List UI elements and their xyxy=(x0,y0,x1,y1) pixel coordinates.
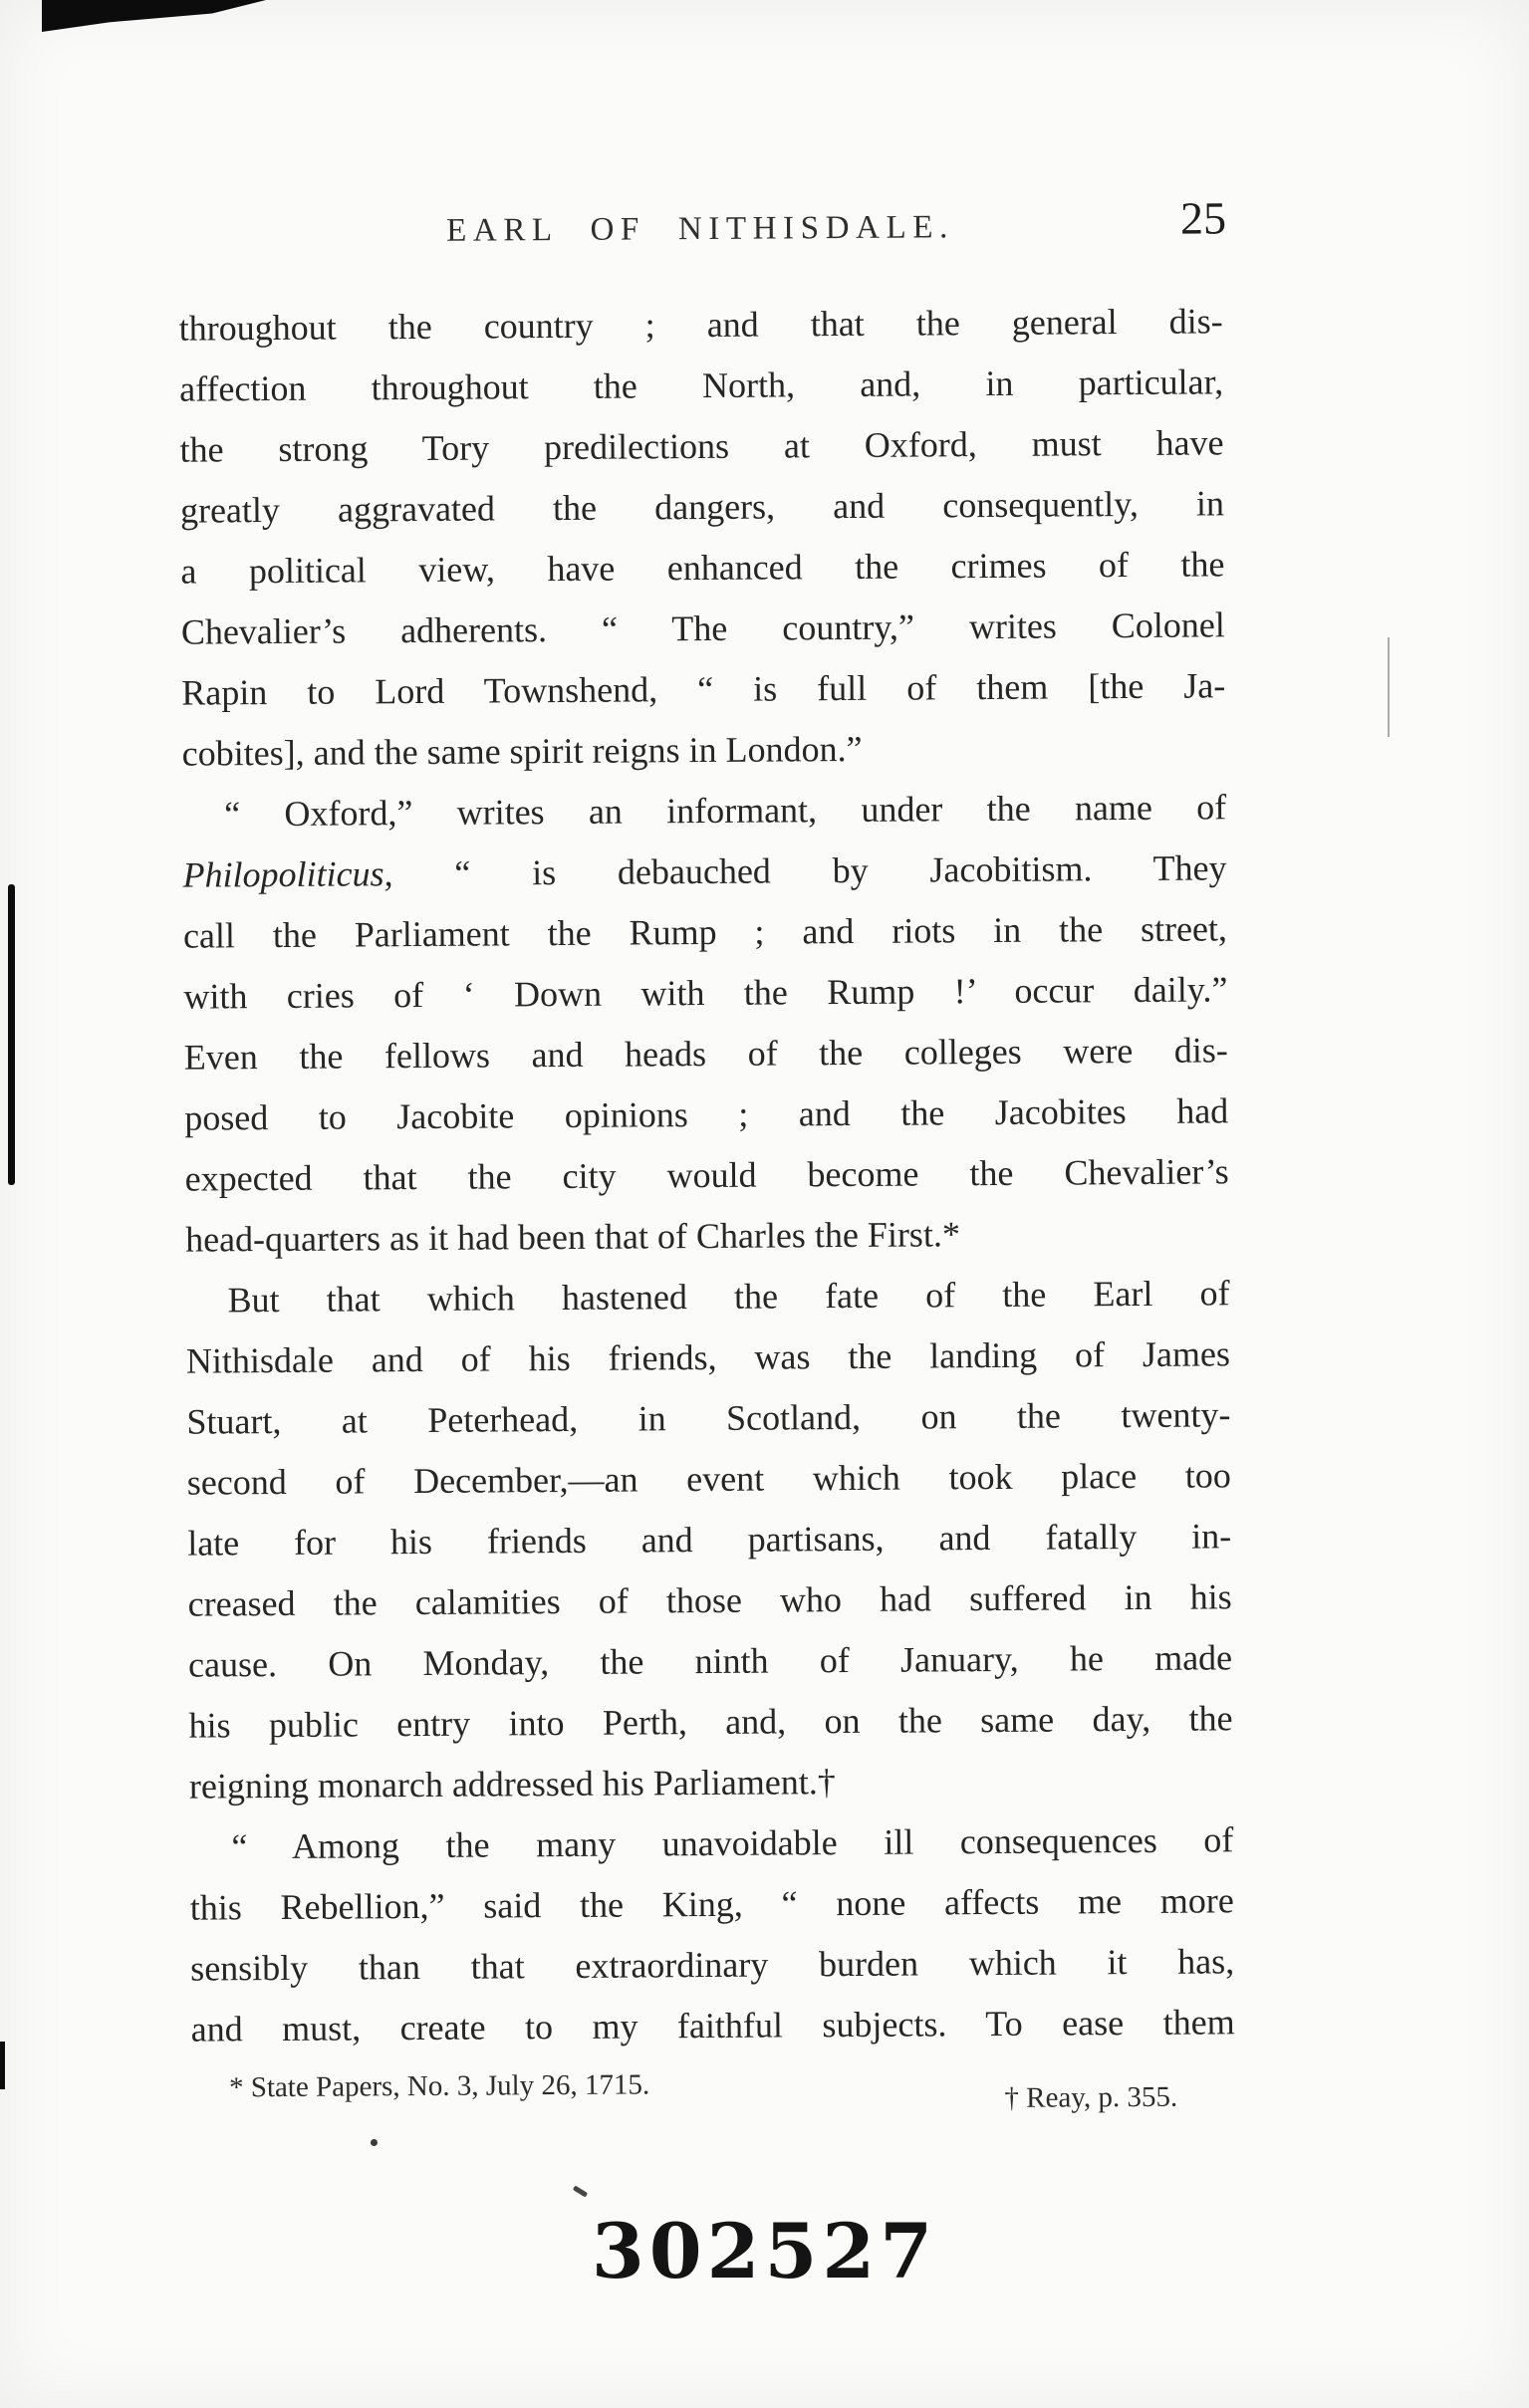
paragraph xyxy=(182,777,1229,1270)
text-line xyxy=(181,655,1225,723)
text-segment: cobites], and the same spirit reigns in London.” xyxy=(181,728,863,774)
page-number: 25 xyxy=(1179,192,1227,244)
text-line xyxy=(190,1870,1234,1938)
text-segment: and must, create to my faithful subjects. To ease them xyxy=(190,2002,1235,2049)
accession-stamp-number: 302527 xyxy=(591,2207,938,2295)
paragraph xyxy=(185,1263,1233,1816)
text-segment: throughout the country ; and that the general dis- xyxy=(178,301,1223,349)
text-line xyxy=(186,1324,1230,1391)
text-segment: greatly aggravated the dangers, and consequently, in xyxy=(179,483,1225,531)
text-segment: posed to Jacobite opinions ; and the Jacobites had xyxy=(184,1090,1229,1138)
text-segment: affection throughout the North, and, in particular, xyxy=(179,361,1224,409)
text-segment: “ is debauched by Jacobitism. They xyxy=(392,847,1227,894)
scan-artifact-margin-bar xyxy=(8,884,15,1185)
text-line xyxy=(183,898,1227,966)
text-segment: call the Parliament the Rump ; and riots in the street, xyxy=(182,908,1228,956)
scan-artifact-pen-mark xyxy=(573,2185,588,2197)
text-segment: head-quarters as it had been that of Charles the First.* xyxy=(184,1214,960,1260)
text-segment: late for his friends and partisans, and fatally in- xyxy=(187,1516,1232,1564)
text-line xyxy=(181,595,1225,662)
text-segment: “ Among the many unavoidable ill consequences of xyxy=(231,1819,1234,1867)
paragraph xyxy=(179,291,1226,784)
text-line xyxy=(183,959,1227,1027)
text-segment: sensibly than that extraordinary burden which it has, xyxy=(190,1941,1235,1989)
text-line xyxy=(187,1506,1231,1573)
text-line xyxy=(179,412,1223,480)
text-segment: Chevalier’s adherents. “ The country,” writes Colonel xyxy=(180,604,1225,652)
text-line xyxy=(180,473,1224,541)
text-line xyxy=(179,291,1223,359)
text-line xyxy=(188,1627,1232,1695)
page-header xyxy=(178,192,1227,276)
text-line xyxy=(184,1081,1228,1148)
text-segment: his public entry into Perth, and, on the same day, the xyxy=(188,1698,1233,1746)
text-line xyxy=(180,534,1224,602)
text-segment: But that which hastened the fate of the Earl of xyxy=(227,1273,1230,1321)
text-line xyxy=(182,838,1226,905)
text-line xyxy=(182,777,1226,844)
text-segment: expected that the city would become the Chevalier’s xyxy=(184,1151,1229,1199)
text-segment: Even the fellows and heads of the colleges were dis- xyxy=(183,1030,1228,1078)
text-segment: with cries of ‘ Down with the Rump !’ occur daily.” xyxy=(183,969,1228,1017)
text-line xyxy=(190,1931,1234,1999)
paragraph xyxy=(189,1809,1235,2059)
text-segment: the strong Tory predilections at Oxford, must have xyxy=(179,422,1224,470)
text-line xyxy=(184,1141,1228,1209)
text-segment: Nithisdale and of his friends, was the landing of James xyxy=(185,1333,1231,1381)
scan-artifact-right-line xyxy=(1388,637,1390,737)
text-line xyxy=(181,716,1225,784)
text-line xyxy=(187,1445,1231,1513)
text-line xyxy=(185,1263,1229,1330)
text-segment: Stuart, at Peterhead, in Scotland, on the twenty- xyxy=(186,1394,1231,1442)
text-segment: reigning monarch addressed his Parliament.† xyxy=(188,1762,836,1806)
text-segment: second of December,—an event which took place too xyxy=(186,1455,1231,1503)
text-segment: this Rebellion,” said the King, “ none affects me more xyxy=(189,1880,1234,1928)
text-segment: Rapin to Lord Townshend, “ is full of them [the Ja- xyxy=(181,665,1226,713)
text-line xyxy=(186,1384,1230,1452)
text-line xyxy=(188,1688,1232,1756)
text-line xyxy=(185,1202,1229,1270)
text-segment: a political view, have enhanced the crimes of the xyxy=(180,544,1225,592)
italic-text: Philopoliticus, xyxy=(182,853,393,895)
footnote-reay: † Reay, p. 355. xyxy=(1004,2080,1178,2114)
footnote-state-papers: * State Papers, No. 3, July 26, 1715. xyxy=(228,2068,650,2104)
text-line xyxy=(190,1992,1234,2059)
text-line xyxy=(179,352,1223,419)
text-segment: creased the calamities of those who had suffered in his xyxy=(187,1576,1232,1624)
footnotes xyxy=(191,2064,1236,2161)
text-column xyxy=(176,0,1235,2162)
text-line xyxy=(184,1020,1228,1087)
text-line xyxy=(189,1749,1233,1816)
running-title: EARL OF NITHISDALE. xyxy=(446,209,955,249)
scan-artifact-edge-tick xyxy=(0,2042,5,2089)
text-line xyxy=(189,1809,1233,1877)
body-text xyxy=(179,291,1235,2059)
text-segment: “ Oxford,” writes an informant, under the name of xyxy=(223,787,1227,835)
text-segment: cause. On Monday, the ninth of January, he made xyxy=(187,1637,1233,1685)
text-line xyxy=(187,1566,1231,1634)
